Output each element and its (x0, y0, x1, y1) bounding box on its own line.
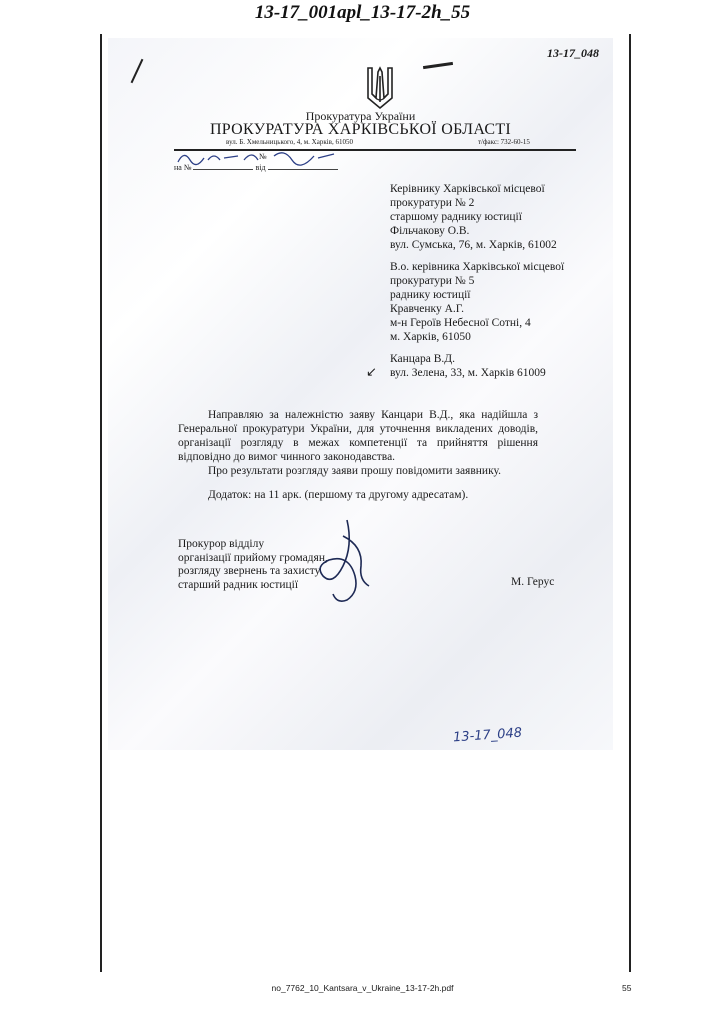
document-id: 13-17_048 (547, 46, 599, 60)
signature (303, 516, 383, 606)
recipient-line: вул. Зелена, 33, м. Харків 61009 (390, 367, 546, 379)
recipient-line: м. Харків, 61050 (390, 331, 471, 343)
recipient-line: м-н Героїв Небесної Сотні, 4 (390, 317, 531, 329)
right-border-line (629, 34, 631, 972)
handwritten-id: 13-17_048 (452, 725, 523, 746)
recipient-line: Кравченку А.Г. (390, 303, 465, 315)
recipient-line: Керівнику Харківської місцевої (390, 183, 545, 195)
signer-line: організації прийому громадян, (178, 551, 328, 564)
letter-body (178, 408, 538, 502)
attachment-note: Додаток: на 11 арк. (першому та другому адресатам). (208, 489, 469, 501)
signer-line: старший радник юстиції (178, 578, 299, 591)
signer-line: розгляду звернень та захисту (178, 565, 321, 577)
org-address: вул. Б. Хмельницького, 4, м. Харків, 61050 (226, 138, 353, 146)
signer-line: Прокурор відділу (178, 538, 265, 550)
scanned-letter (108, 38, 613, 750)
footer-page-number: 55 (622, 983, 632, 993)
recipient-line: раднику юстиції (390, 289, 471, 301)
recipient-line: прокуратури № 5 (390, 275, 475, 287)
body-paragraph: Направляю за належністю заяву Канцари В.Д., яка надійшла з Генеральної прокуратури України, для уточнення викладених доводів, організації розгляду в межах компетенції та прийняття рішення відповідно до вимог чинного законодавства. (178, 409, 538, 463)
pen-mark (423, 62, 453, 69)
reg-from-label: від (255, 163, 266, 172)
signer-name: М. Герус (511, 576, 555, 588)
recipient-line: старшому раднику юстиції (390, 211, 522, 223)
registration-number (174, 152, 267, 161)
recipient-line: Канцара В.Д. (390, 353, 456, 365)
reg-no-label: № (259, 152, 267, 161)
org-name: ПРОКУРАТУРА ХАРКІВСЬКОЇ ОБЛАСТІ (209, 121, 512, 138)
body-paragraph: Про результати розгляду заяви прошу повідомити заявнику. (208, 465, 501, 477)
recipient-line: вул. Сумська, 76, м. Харків, 61002 (390, 239, 557, 251)
org-parent: Прокуратура України (305, 109, 416, 123)
registration-reference (174, 163, 338, 172)
recipient-line: прокуратури № 2 (390, 197, 475, 209)
check-mark-icon: ↙ (366, 364, 377, 379)
pen-mark (131, 59, 144, 83)
trident-emblem-icon (365, 66, 395, 110)
recipient-line: В.о. керівника Харківської місцевої (390, 261, 565, 273)
recipient-line: Фільчакову О.В. (390, 225, 470, 237)
left-border-line (100, 34, 102, 972)
page-title: 13-17_001apl_13-17-2h_55 (254, 2, 471, 23)
recipients-block (390, 182, 564, 380)
org-phone: т/факс: 732-60-15 (478, 138, 530, 146)
footer-filename: no_7762_10_Kantsara_v_Ukraine_13-17-2h.pdf (271, 983, 454, 993)
reg-on-label: на № (174, 163, 192, 172)
